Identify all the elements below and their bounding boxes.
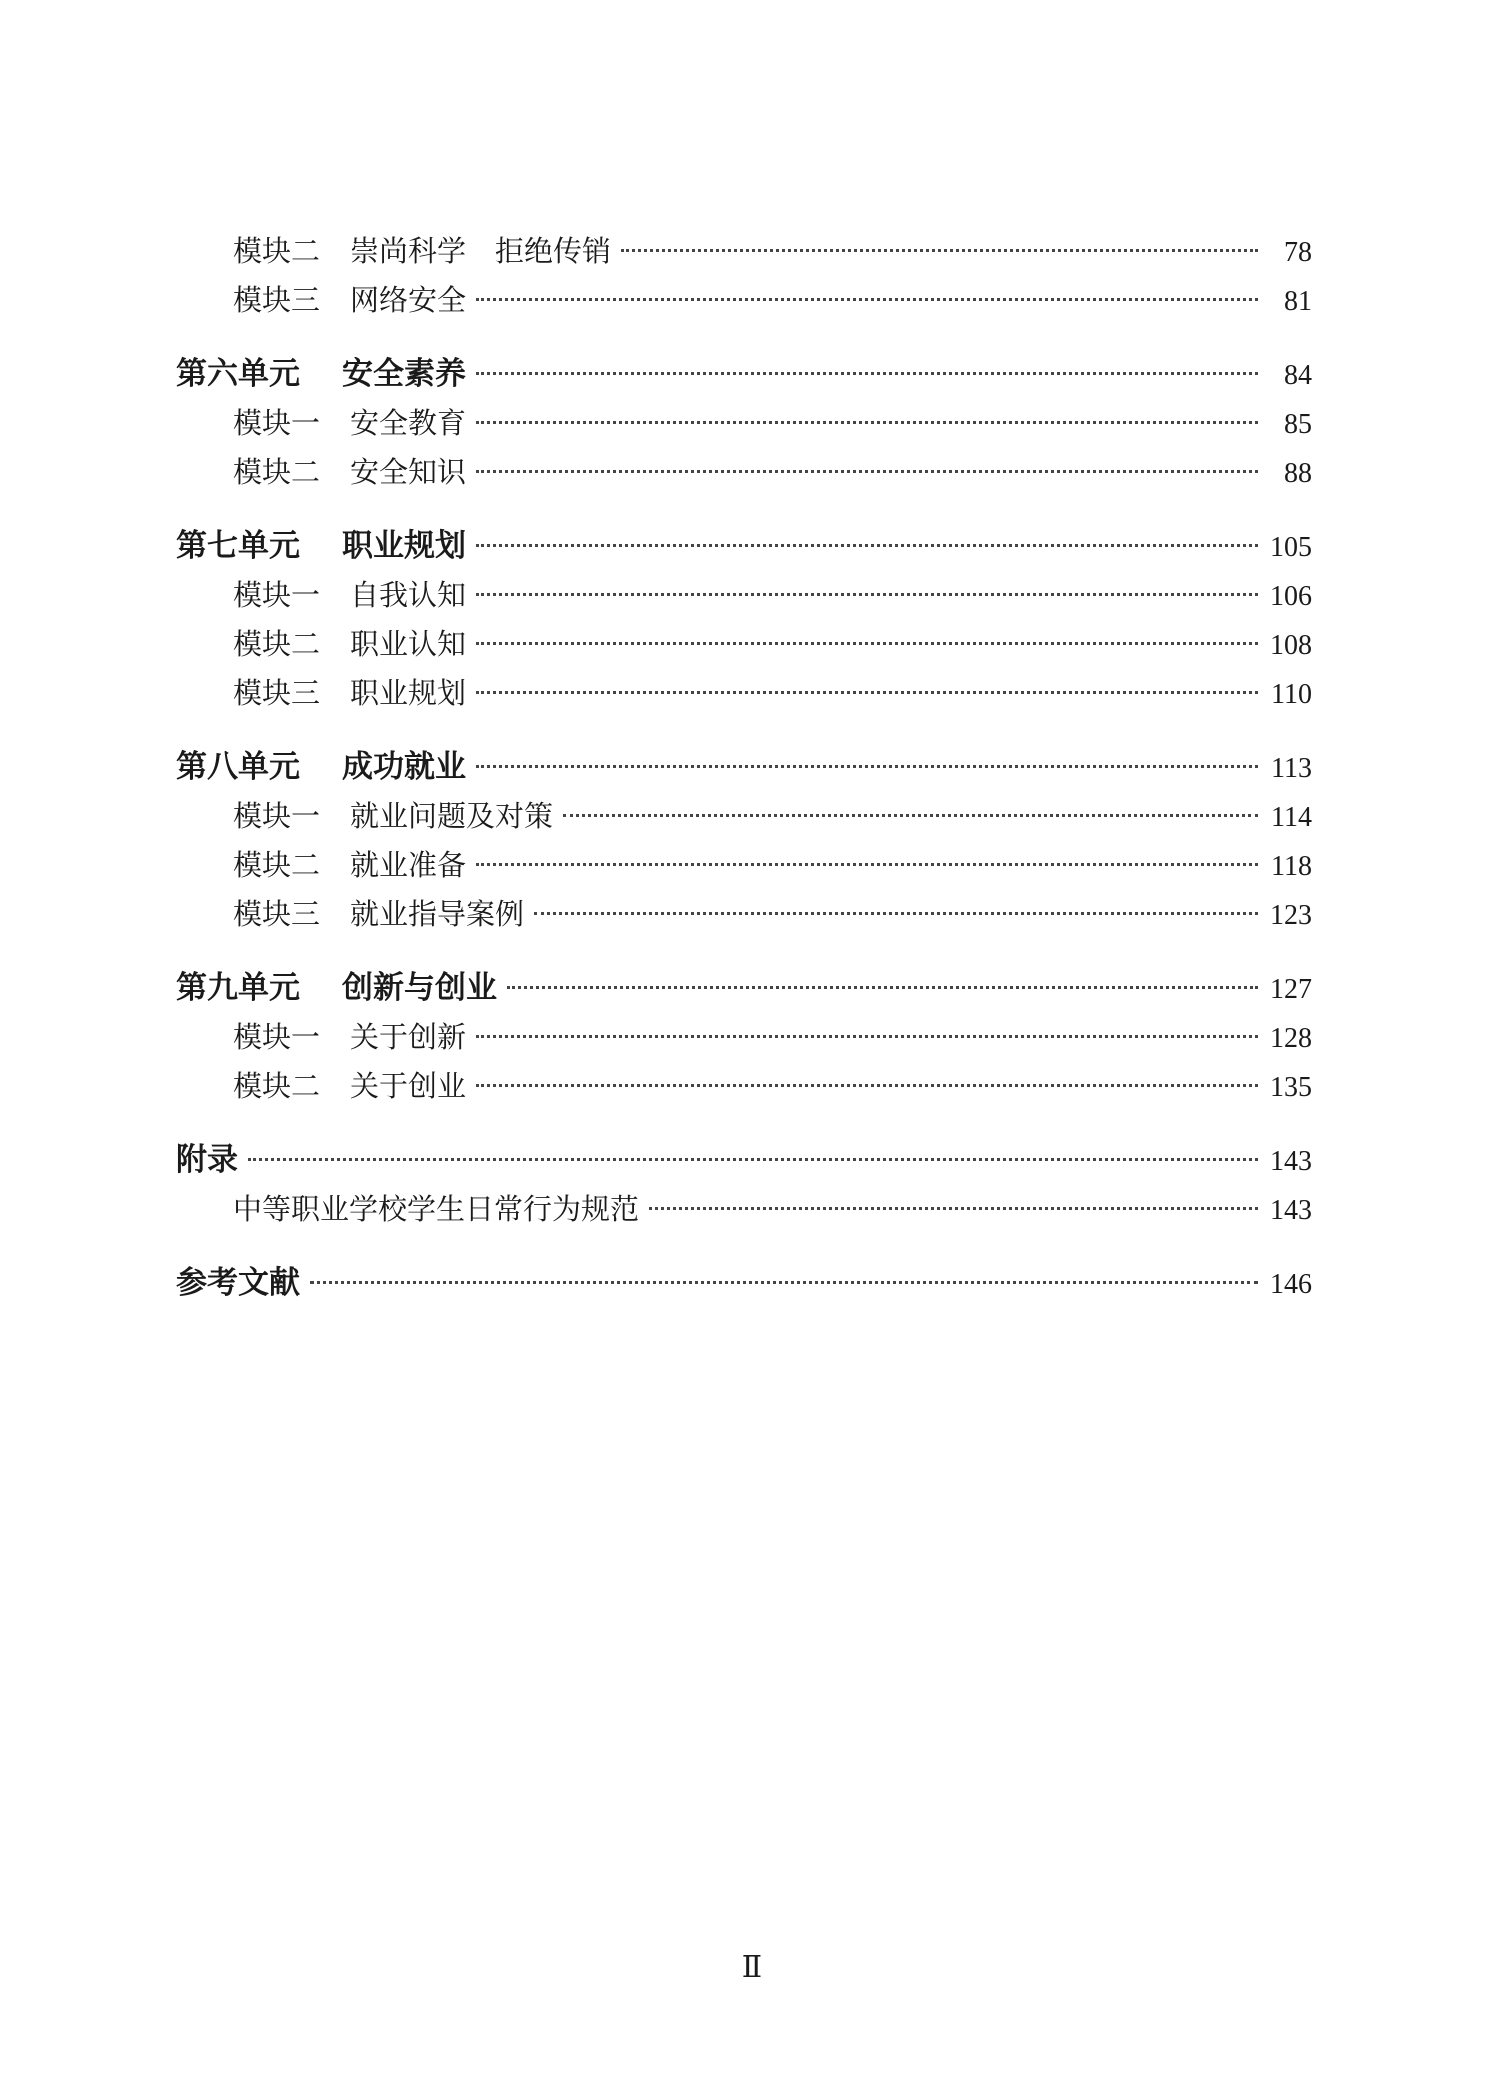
toc-unit-row xyxy=(176,964,1312,1013)
toc-module-row xyxy=(176,792,1312,841)
toc-page-number: 110 xyxy=(1271,679,1312,710)
toc-entry-prefix: 模块二 xyxy=(233,848,321,882)
dot-leader xyxy=(476,642,1258,645)
toc-entry-title: 职业规划 xyxy=(350,676,467,710)
toc-entry-prefix: 模块三 xyxy=(233,283,321,317)
toc-entry-prefix: 模块一 xyxy=(233,799,321,833)
toc-entry-title: 关于创业 xyxy=(350,1069,467,1103)
toc-entry-title: 就业指导案例 xyxy=(350,897,525,931)
toc-entry-prefix: 第八单元 xyxy=(176,749,300,785)
toc-entry-label xyxy=(176,964,497,1013)
toc-entry-title: 关于创新 xyxy=(350,1020,467,1054)
dot-leader xyxy=(621,249,1258,252)
toc-page-number: 106 xyxy=(1270,581,1312,612)
toc-page-number: 128 xyxy=(1270,1023,1312,1054)
toc-page-number: 114 xyxy=(1271,802,1312,833)
toc-entry-prefix: 第七单元 xyxy=(176,528,300,564)
toc-unit-row xyxy=(176,350,1312,399)
toc-page-number: 146 xyxy=(1270,1269,1312,1300)
toc-entry-label xyxy=(176,1259,300,1308)
dot-leader xyxy=(476,1084,1258,1087)
toc-entry-label xyxy=(233,890,524,939)
toc-entry-prefix: 模块二 xyxy=(233,627,321,661)
dot-leader xyxy=(476,765,1258,768)
toc-entry-title: 创新与创业 xyxy=(342,970,497,1006)
dot-leader xyxy=(310,1281,1258,1284)
dot-leader xyxy=(476,1035,1258,1038)
toc-entry-title: 崇尚科学 拒绝传销 xyxy=(350,234,612,268)
toc-entry-title: 附录 xyxy=(176,1142,238,1178)
toc-module-row xyxy=(176,669,1312,718)
toc-entry-title: 安全素养 xyxy=(342,356,466,392)
toc-module-row xyxy=(176,399,1312,448)
dot-leader xyxy=(507,986,1258,989)
toc-entry-label xyxy=(233,792,553,841)
toc-page-number: 108 xyxy=(1270,630,1312,661)
toc-entry-label xyxy=(233,1185,639,1234)
toc-module-row xyxy=(176,571,1312,620)
toc-entry-label xyxy=(176,522,466,571)
table-of-contents xyxy=(176,227,1312,1308)
toc-page-number: 113 xyxy=(1271,753,1312,784)
dot-leader xyxy=(476,470,1258,473)
toc-module-row xyxy=(176,276,1312,325)
page-folio: Ⅱ xyxy=(741,1951,763,1984)
toc-entry-title: 就业问题及对策 xyxy=(350,799,554,833)
toc-module-row xyxy=(176,620,1312,669)
toc-module-row xyxy=(176,841,1312,890)
dot-leader xyxy=(476,593,1258,596)
dot-leader xyxy=(476,691,1258,694)
dot-leader xyxy=(476,298,1258,301)
toc-entry-prefix: 模块三 xyxy=(233,897,321,931)
dot-leader xyxy=(476,372,1258,375)
toc-page-number: 143 xyxy=(1270,1146,1312,1177)
toc-entry-prefix: 模块一 xyxy=(233,406,321,440)
toc-page-number: 85 xyxy=(1284,409,1312,440)
toc-unit-row xyxy=(176,743,1312,792)
toc-entry-title: 网络安全 xyxy=(350,283,467,317)
dot-leader xyxy=(248,1158,1258,1161)
toc-page-number: 81 xyxy=(1284,286,1312,317)
toc-module-row xyxy=(176,227,1312,276)
dot-leader xyxy=(476,421,1258,424)
toc-entry-title: 职业规划 xyxy=(342,528,466,564)
toc-entry-label xyxy=(233,1062,466,1111)
toc-entry-label xyxy=(233,669,466,718)
toc-unit-row xyxy=(176,1136,1312,1185)
toc-entry-label xyxy=(233,227,611,276)
toc-page-number: 118 xyxy=(1271,851,1312,882)
toc-entry-title: 成功就业 xyxy=(342,749,466,785)
toc-entry-label xyxy=(233,276,466,325)
toc-entry-title: 职业认知 xyxy=(350,627,467,661)
toc-entry-prefix: 模块一 xyxy=(233,1020,321,1054)
toc-page-number: 123 xyxy=(1270,900,1312,931)
toc-entry-prefix: 模块二 xyxy=(233,234,321,268)
toc-page-number: 143 xyxy=(1270,1195,1312,1226)
toc-entry-label xyxy=(233,399,466,448)
toc-entry-title: 自我认知 xyxy=(350,578,467,612)
toc-page-number: 88 xyxy=(1284,458,1312,489)
toc-entry-label xyxy=(233,448,466,497)
toc-page-number: 127 xyxy=(1270,974,1312,1005)
toc-entry-prefix: 模块三 xyxy=(233,676,321,710)
toc-entry-title: 中等职业学校学生日常行为规范 xyxy=(233,1192,640,1226)
toc-entry-label xyxy=(176,1136,238,1185)
toc-entry-prefix: 模块一 xyxy=(233,578,321,612)
toc-module-row xyxy=(176,1062,1312,1111)
dot-leader xyxy=(649,1207,1258,1210)
toc-module-row xyxy=(176,1013,1312,1062)
toc-unit-row xyxy=(176,1259,1312,1308)
toc-page-number: 78 xyxy=(1284,237,1312,268)
toc-entry-title: 参考文献 xyxy=(176,1265,300,1301)
toc-module-row xyxy=(176,890,1312,939)
toc-entry-label xyxy=(233,1013,466,1062)
dot-leader xyxy=(476,544,1258,547)
dot-leader xyxy=(476,863,1258,866)
toc-entry-label xyxy=(176,350,466,399)
toc-page-number: 84 xyxy=(1284,360,1312,391)
toc-entry-prefix: 第六单元 xyxy=(176,356,300,392)
toc-entry-label xyxy=(176,743,466,792)
toc-entry-prefix: 模块二 xyxy=(233,1069,321,1103)
toc-entry-title: 安全知识 xyxy=(350,455,467,489)
toc-module-row xyxy=(176,1185,1312,1234)
dot-leader xyxy=(563,814,1258,817)
toc-entry-label xyxy=(233,620,466,669)
toc-entry-prefix: 第九单元 xyxy=(176,970,300,1006)
toc-entry-prefix: 模块二 xyxy=(233,455,321,489)
toc-module-row xyxy=(176,448,1312,497)
toc-entry-title: 安全教育 xyxy=(350,406,467,440)
dot-leader xyxy=(534,912,1258,915)
toc-entry-title: 就业准备 xyxy=(350,848,467,882)
toc-page-number: 105 xyxy=(1270,532,1312,563)
toc-entry-label xyxy=(233,841,466,890)
toc-entry-label xyxy=(233,571,466,620)
toc-unit-row xyxy=(176,522,1312,571)
toc-page-number: 135 xyxy=(1270,1072,1312,1103)
